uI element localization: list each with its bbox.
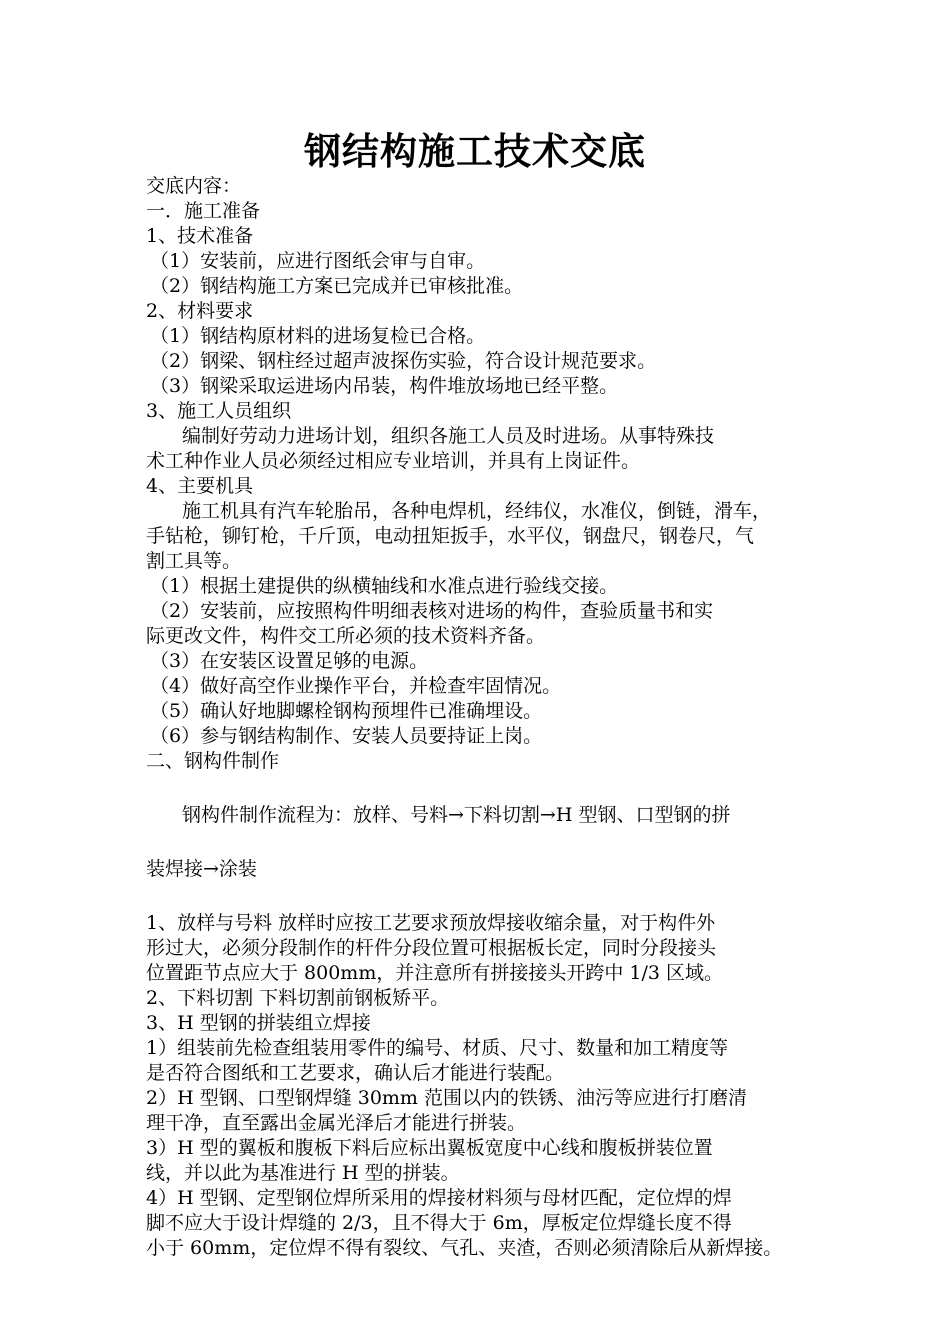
paragraph-line: 3）H 型的翼板和腹板下料后应标出翼板宽度中心线和腹板拼装位置 xyxy=(146,1137,713,1159)
paragraph-line: 术工种作业人员必须经过相应专业培训，并具有上岗证件。 xyxy=(146,450,641,472)
subsection-heading: 3、施工人员组织 xyxy=(146,400,292,422)
list-item: （4）做好高空作业操作平台，并检查牢固情况。 xyxy=(150,675,562,697)
section-heading: 二、钢构件制作 xyxy=(146,750,280,772)
section-heading: 一．施工准备 xyxy=(146,200,261,222)
list-item: （1）安装前，应进行图纸会审与自审。 xyxy=(150,250,486,272)
subsection-heading: 3、H 型钢的拼装组立焊接 xyxy=(146,1012,371,1034)
list-item: （3）在安装区设置足够的电源。 xyxy=(150,650,429,672)
paragraph-line: 2、下料切割 下料切割前钢板矫平。 xyxy=(146,987,450,1009)
paragraph-line: 钢构件制作流程为：放样、号料→下料切割→H 型钢、口型钢的拼 xyxy=(182,804,731,826)
document-title: 钢结构施工技术交底 xyxy=(304,129,646,173)
list-item: （2）钢梁、钢柱经过超声波探伤实验，符合设计规范要求。 xyxy=(150,350,657,372)
list-item: （1）根据土建提供的纵横轴线和水准点进行验线交接。 xyxy=(150,575,619,597)
paragraph-line: 脚不应大于设计焊缝的 2/3，且不得大于 6m，厚板定位焊缝长度不得 xyxy=(146,1212,732,1234)
spacer xyxy=(146,828,810,857)
list-item: （5）确认好地脚螺栓钢构预埋件已准确埋设。 xyxy=(150,700,543,722)
paragraph-line: 装焊接→涂装 xyxy=(146,858,257,880)
paragraph-line: 手钻枪，铆钉枪，千斤顶，电动扭矩扳手，水平仪，钢盘尺，钢卷尺，气 xyxy=(146,525,755,547)
paragraph-line: 2）H 型钢、口型钢焊缝 30mm 范围以内的铁锈、油污等应进行打磨清 xyxy=(146,1087,747,1109)
paragraph-line: 施工机具有汽车轮胎吊，各种电焊机，经纬仪，水准仪，倒链，滑车， xyxy=(182,500,772,522)
subsection-heading: 4、主要机具 xyxy=(146,475,254,497)
paragraph-line: 割工具等。 xyxy=(146,550,242,572)
subsection-heading: 1、技术准备 xyxy=(146,225,254,247)
list-item-continuation: 际更改文件，构件交工所必须的技术资料齐备。 xyxy=(146,625,546,647)
list-item: （2）安装前，应按照构件明细表核对进场的构件，查验质量书和实 xyxy=(150,600,714,622)
list-item: （6）参与钢结构制作、安装人员要持证上岗。 xyxy=(150,725,543,747)
paragraph-line: 形过大，必须分段制作的杆件分段位置可根据板长定，同时分段接头 xyxy=(146,937,717,959)
paragraph-line: 编制好劳动力进场计划，组织各施工人员及时进场。从事特殊技 xyxy=(182,425,715,447)
list-item: （2）钢结构施工方案已完成并已审核批准。 xyxy=(150,275,524,297)
text-line: 交底内容： xyxy=(146,175,242,197)
paragraph-line: 位置距节点应大于 800mm，并注意所有拼接接头开跨中 1/3 区域。 xyxy=(146,962,723,984)
paragraph-line: 1、放样与号料 放样时应按工艺要求预放焊接收缩余量，对于构件外 xyxy=(146,912,716,934)
paragraph-line: 4）H 型钢、定型钢位焊所采用的焊接材料须与母材匹配，定位焊的焊 xyxy=(146,1187,732,1209)
paragraph-line: 理干净，直至露出金属光泽后才能进行拼装。 xyxy=(146,1112,527,1134)
paragraph-line: 是否符合图纸和工艺要求，确认后才能进行装配。 xyxy=(146,1062,565,1084)
spacer xyxy=(146,882,810,911)
paragraph-line: 线，并以此为基准进行 H 型的拼装。 xyxy=(146,1162,460,1184)
list-item: （1）钢结构原材料的进场复检已合格。 xyxy=(150,325,486,347)
list-item: （3）钢梁采取运进场内吊装，构件堆放场地已经平整。 xyxy=(150,375,619,397)
subsection-heading: 2、材料要求 xyxy=(146,300,254,322)
document-body xyxy=(146,174,810,1261)
paragraph-line: 小于 60mm，定位焊不得有裂纹、气孔、夹渣，否则必须清除后从新焊接。 xyxy=(146,1237,783,1259)
paragraph-line: 1）组装前先检查组装用零件的编号、材质、尺寸、数量和加工精度等 xyxy=(146,1037,729,1059)
spacer xyxy=(146,774,810,803)
